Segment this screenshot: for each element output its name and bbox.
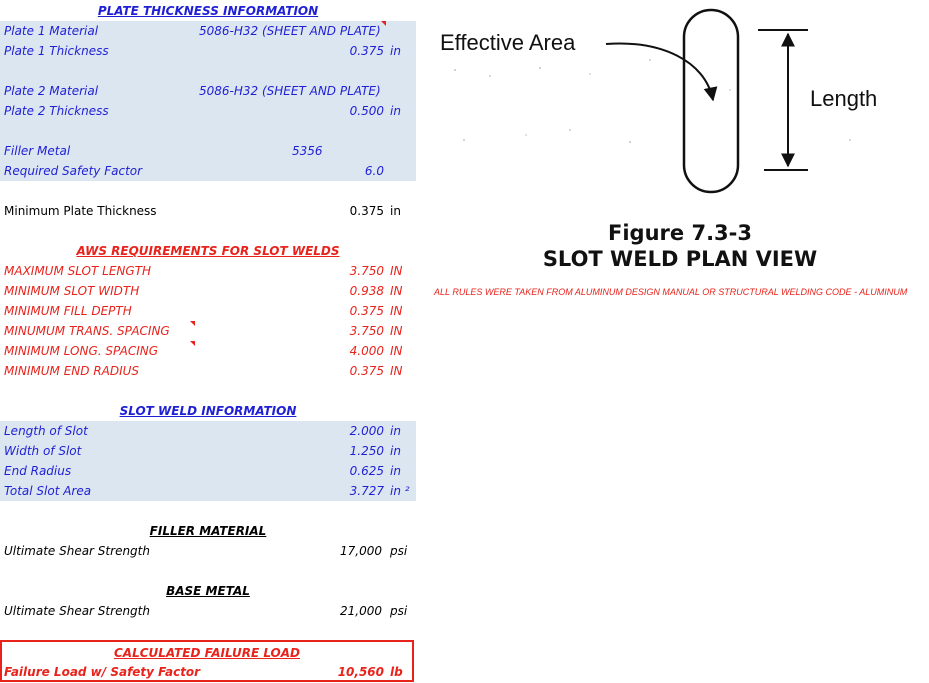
- aws-row-min-end-radius: [0, 361, 416, 381]
- aws-value: 0.375: [349, 364, 384, 378]
- aws-value: 0.375: [349, 304, 384, 318]
- failure-load-value: 10,560: [337, 665, 384, 679]
- effective-area-label: Effective Area: [440, 30, 576, 55]
- aws-label: MAXIMUM SLOT LENGTH: [4, 264, 152, 278]
- failure-load-unit: lb: [390, 665, 403, 679]
- plate2-thickness-row[interactable]: [0, 101, 416, 121]
- plate2-thickness-unit: in: [390, 104, 401, 118]
- slot-weld-value[interactable]: 0.625: [349, 464, 384, 478]
- aws-label: MINIMUM SLOT WIDTH: [4, 284, 140, 298]
- slot-weld-figure: [430, 0, 900, 280]
- slot-weld-header: SLOT WELD INFORMATION: [119, 404, 297, 418]
- aws-row-min-slot-width: [0, 281, 416, 301]
- failure-load-header: CALCULATED FAILURE LOAD: [113, 646, 301, 660]
- total-slot-area-row: [0, 481, 416, 501]
- aws-row-min-fill-depth: [0, 301, 416, 321]
- plate2-material-label: Plate 2 Material: [4, 84, 99, 98]
- plate-thickness-header: PLATE THICKNESS INFORMATION: [97, 4, 319, 18]
- slot-weld-label: Length of Slot: [4, 424, 88, 438]
- base-metal-header: BASE METAL: [166, 584, 250, 598]
- aws-header: AWS REQUIREMENTS FOR SLOT WELDS: [76, 244, 340, 258]
- aws-value: 3.750: [349, 324, 384, 338]
- min-plate-value: 0.375: [349, 204, 384, 218]
- base-shear-unit: psi: [390, 604, 408, 618]
- plate1-material-label: Plate 1 Material: [4, 24, 99, 38]
- base-shear-row: [0, 601, 416, 621]
- aws-row-min-trans-spacing: [0, 321, 416, 341]
- base-shear-value: 21,000: [340, 604, 382, 618]
- safety-factor-label: Required Safety Factor: [4, 164, 143, 178]
- aws-unit: IN: [390, 364, 403, 378]
- safety-factor-row[interactable]: [0, 161, 416, 181]
- aws-unit: IN: [390, 264, 403, 278]
- comment-indicator-icon[interactable]: [190, 341, 195, 346]
- plate2-thickness-value[interactable]: 0.500: [349, 104, 384, 118]
- aws-unit: IN: [390, 304, 403, 318]
- filler-shear-unit: psi: [390, 544, 408, 558]
- filler-shear-label: Ultimate Shear Strength: [4, 544, 150, 558]
- effective-area-arrow: [606, 43, 713, 100]
- figure-caption-title: SLOT WELD PLAN VIEW: [542, 247, 818, 271]
- slot-weld-value: 3.727: [349, 484, 384, 498]
- failure-load-box: [0, 640, 414, 682]
- filler-metal-label: Filler Metal: [4, 144, 71, 158]
- plate2-material-value[interactable]: 5086-H32 (SHEET AND PLATE): [199, 84, 381, 98]
- base-shear-label: Ultimate Shear Strength: [4, 604, 150, 618]
- end-radius-row[interactable]: [0, 461, 416, 481]
- filler-shear-value: 17,000: [340, 544, 382, 558]
- blank-row: [0, 61, 416, 81]
- aws-label: MINIMUM LONG. SPACING: [4, 344, 159, 358]
- plate2-thickness-label: Plate 2 Thickness: [4, 104, 109, 118]
- figure-caption-number: Figure 7.3-3: [608, 221, 752, 245]
- filler-material-header: FILLER MATERIAL: [149, 524, 267, 538]
- aws-row-max-slot-length: [0, 261, 416, 281]
- plate2-material-row[interactable]: [0, 81, 416, 101]
- slot-weld-unit: in: [390, 424, 401, 438]
- plate1-thickness-unit: in: [390, 44, 401, 58]
- aws-unit: IN: [390, 284, 403, 298]
- aws-unit: IN: [390, 324, 403, 338]
- slot-weld-diagram: [430, 0, 900, 280]
- comment-indicator-icon[interactable]: [190, 321, 195, 326]
- rules-source-note: ALL RULES WERE TAKEN FROM ALUMINUM DESIGN MANUAL OR STRUCTURAL WELDING CODE - ALUMINUM: [434, 287, 908, 297]
- slot-weld-value[interactable]: 2.000: [349, 424, 384, 438]
- aws-label: MINIMUM FILL DEPTH: [4, 304, 132, 318]
- aws-value: 3.750: [349, 264, 384, 278]
- filler-shear-row: [0, 541, 416, 561]
- aws-label: MINIMUM END RADIUS: [4, 364, 140, 378]
- plate1-thickness-row[interactable]: [0, 41, 416, 61]
- aws-row-min-long-spacing: [0, 341, 416, 361]
- slot-weld-unit: in ²: [390, 484, 410, 498]
- slot-outline: [684, 10, 738, 192]
- slot-weld-label: Total Slot Area: [4, 484, 92, 498]
- plate1-thickness-label: Plate 1 Thickness: [4, 44, 109, 58]
- length-label: Length: [810, 86, 878, 111]
- slot-weld-unit: in: [390, 464, 401, 478]
- aws-value: 4.000: [349, 344, 384, 358]
- aws-label: MINUMUM TRANS. SPACING: [4, 324, 170, 338]
- slot-weld-unit: in: [390, 444, 401, 458]
- slot-width-row[interactable]: [0, 441, 416, 461]
- min-plate-label: Minimum Plate Thickness: [4, 204, 157, 218]
- slot-weld-value[interactable]: 1.250: [349, 444, 384, 458]
- failure-load-label: Failure Load w/ Safety Factor: [4, 665, 201, 679]
- plate1-material-value[interactable]: 5086-H32 (SHEET AND PLATE): [199, 24, 381, 38]
- min-plate-row: [0, 201, 416, 221]
- failure-load-row: [2, 662, 412, 682]
- slot-length-row[interactable]: [0, 421, 416, 441]
- filler-metal-value[interactable]: 5356: [292, 144, 323, 158]
- min-plate-unit: in: [390, 204, 401, 218]
- blank-row: [0, 121, 416, 141]
- slot-weld-label: End Radius: [4, 464, 72, 478]
- plate1-thickness-value[interactable]: 0.375: [349, 44, 384, 58]
- aws-unit: IN: [390, 344, 403, 358]
- filler-metal-row[interactable]: [0, 141, 416, 161]
- comment-indicator-icon[interactable]: [381, 21, 386, 26]
- aws-value: 0.938: [349, 284, 384, 298]
- plate1-material-row[interactable]: [0, 21, 416, 41]
- slot-weld-label: Width of Slot: [4, 444, 82, 458]
- safety-factor-value[interactable]: 6.0: [364, 164, 384, 178]
